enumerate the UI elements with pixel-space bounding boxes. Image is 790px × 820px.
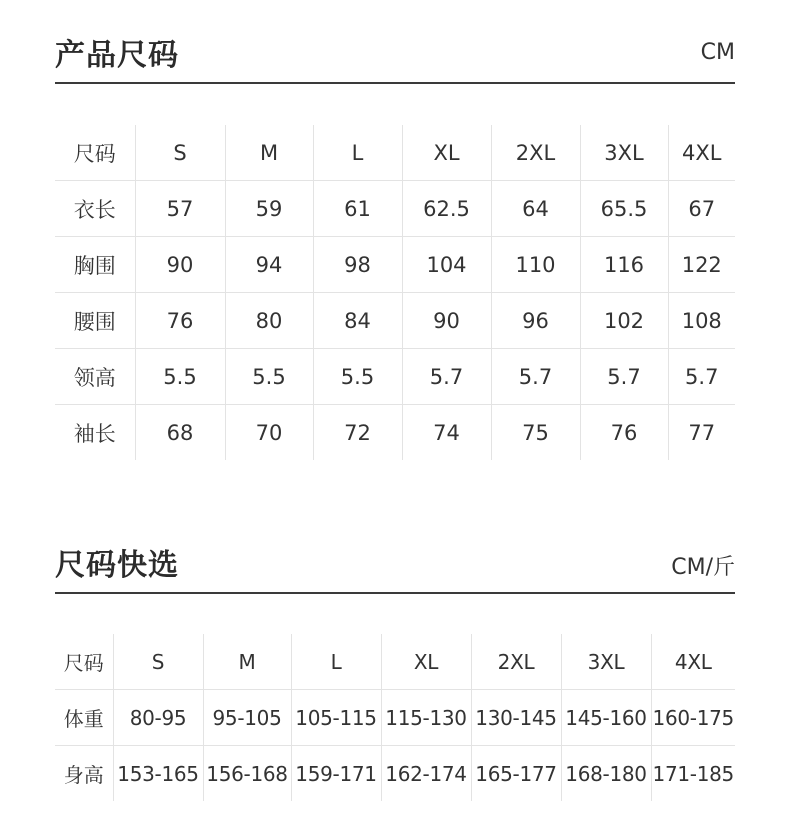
size-header-cell: S bbox=[135, 125, 225, 181]
row-label-cell: 身高 bbox=[55, 746, 113, 802]
table-cell: 94 bbox=[225, 237, 313, 293]
size-header-cell: L bbox=[313, 125, 402, 181]
row-label-cell: 领高 bbox=[55, 349, 135, 405]
table-cell: 64 bbox=[491, 181, 580, 237]
table-cell: 108 bbox=[668, 293, 735, 349]
table-cell: 77 bbox=[688, 420, 716, 445]
table-cell: 5.5 bbox=[135, 349, 225, 405]
table-cell: 5.7 bbox=[580, 349, 668, 405]
table-cell: 102 bbox=[580, 293, 668, 349]
product-size-section bbox=[55, 26, 735, 446]
table-cell: 160-175 bbox=[651, 690, 735, 746]
table-cell: 80-95 bbox=[113, 690, 203, 746]
header-label-cell: 尺码 bbox=[55, 125, 135, 181]
table-cell: 90 bbox=[135, 237, 225, 293]
product-size-table bbox=[55, 125, 735, 460]
size-header-cell: 4XL bbox=[651, 634, 735, 690]
table-header-row bbox=[55, 125, 735, 181]
table-cell: 96 bbox=[491, 293, 580, 349]
table-cell: 76 bbox=[135, 293, 225, 349]
table-cell: 80 bbox=[225, 293, 313, 349]
table-cell: 67 bbox=[668, 181, 735, 237]
header-label-cell: 尺码 bbox=[55, 634, 113, 690]
table-cell: 5.5 bbox=[225, 349, 313, 405]
table-cell: 110 bbox=[491, 237, 580, 293]
table-cell: 122 bbox=[668, 237, 735, 293]
table-cell: 153-165 bbox=[113, 746, 203, 802]
size-header-cell: M bbox=[225, 125, 313, 181]
table-row bbox=[55, 746, 735, 802]
table-cell: 5.7 bbox=[668, 349, 735, 405]
table-cell: 74 bbox=[402, 405, 491, 461]
table-cell: 95-105 bbox=[203, 690, 291, 746]
size-header-cell: L bbox=[291, 634, 381, 690]
table-cell: 5.5 bbox=[313, 349, 402, 405]
table-cell: 145-160 bbox=[561, 690, 651, 746]
row-label-cell: 腰围 bbox=[55, 293, 135, 349]
unit-label: CM bbox=[700, 40, 735, 65]
size-header-cell: XL bbox=[402, 125, 491, 181]
unit-label: CM/斤 bbox=[671, 555, 735, 580]
table-cell: 84 bbox=[313, 293, 402, 349]
table-row bbox=[55, 181, 735, 237]
size-header-cell: S bbox=[113, 634, 203, 690]
table-cell: 62.5 bbox=[402, 181, 491, 237]
row-label-cell: 胸围 bbox=[55, 237, 135, 293]
size-header-cell: 3XL bbox=[580, 125, 668, 181]
quick-size-section bbox=[55, 536, 735, 787]
size-header-cell: 3XL bbox=[561, 634, 651, 690]
table-cell: 65.5 bbox=[580, 181, 668, 237]
table-row bbox=[55, 237, 735, 293]
table-cell: 98 bbox=[313, 237, 402, 293]
size-header-cell: M bbox=[203, 634, 291, 690]
table-cell: 76 bbox=[580, 405, 668, 461]
row-label-cell: 袖长 bbox=[55, 405, 135, 461]
table-cell: 57 bbox=[135, 181, 225, 237]
table-cell: 115-130 bbox=[381, 690, 471, 746]
table-row bbox=[55, 293, 735, 349]
table-cell: 61 bbox=[313, 181, 402, 237]
row-label-cell: 体重 bbox=[55, 690, 113, 746]
size-header-cell: 2XL bbox=[471, 634, 561, 690]
table-cell: 5.7 bbox=[402, 349, 491, 405]
size-header-cell: 4XL bbox=[668, 125, 735, 181]
table-cell: 75 bbox=[491, 405, 580, 461]
table-cell: 104 bbox=[402, 237, 491, 293]
table-cell: 72 bbox=[313, 405, 402, 461]
product-size-header bbox=[55, 26, 735, 84]
section-title: 产品尺码 bbox=[55, 38, 179, 73]
size-header-cell: XL bbox=[381, 634, 471, 690]
table-cell: 68 bbox=[135, 405, 225, 461]
table-cell: 162-174 bbox=[381, 746, 471, 802]
table-cell: 165-177 bbox=[471, 746, 561, 802]
table-row bbox=[55, 690, 735, 746]
table-cell: 171-185 bbox=[652, 761, 734, 786]
quick-size-table bbox=[55, 634, 735, 801]
quick-size-header bbox=[55, 536, 735, 594]
table-cell: 90 bbox=[402, 293, 491, 349]
table-cell: 156-168 bbox=[203, 746, 291, 802]
size-header-cell: 2XL bbox=[491, 125, 580, 181]
table-cell: 105-115 bbox=[291, 690, 381, 746]
table-header-row bbox=[55, 634, 735, 690]
row-label-cell: 衣长 bbox=[55, 181, 135, 237]
table-cell: 116 bbox=[580, 237, 668, 293]
table-cell: 59 bbox=[225, 181, 313, 237]
section-title: 尺码快选 bbox=[55, 548, 179, 583]
table-cell: 159-171 bbox=[291, 746, 381, 802]
table-cell: 70 bbox=[225, 405, 313, 461]
table-cell: 5.7 bbox=[491, 349, 580, 405]
table-row bbox=[55, 349, 735, 405]
table-row bbox=[55, 405, 735, 461]
table-cell: 168-180 bbox=[561, 746, 651, 802]
table-cell: 130-145 bbox=[471, 690, 561, 746]
